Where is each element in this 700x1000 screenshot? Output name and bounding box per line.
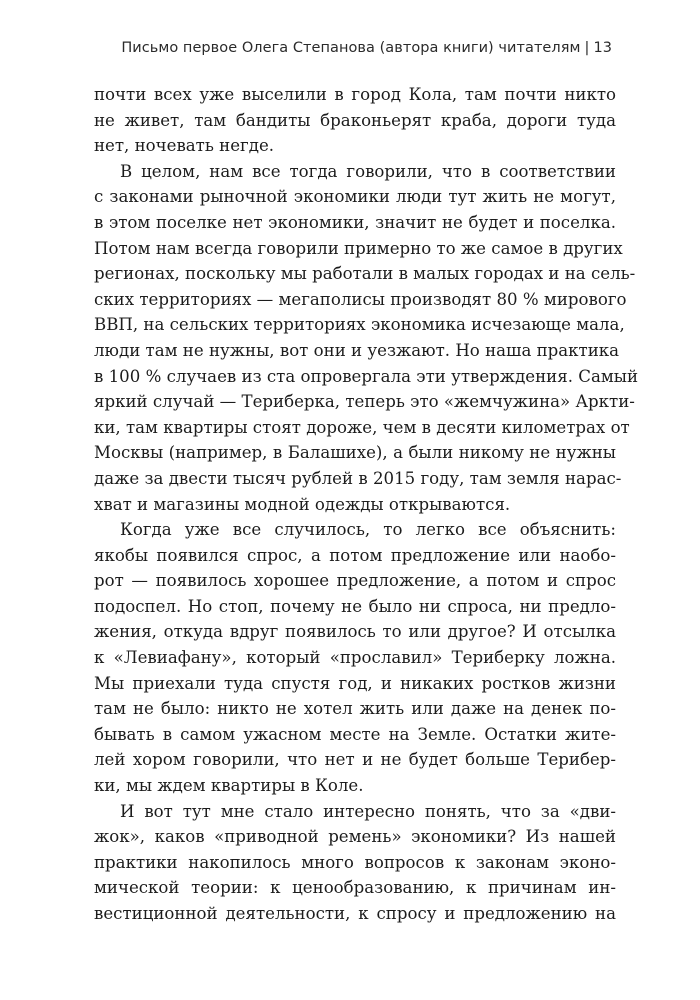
text-line: подоспел. Но стоп, почему не было ни спроса, ни предло-	[94, 596, 616, 616]
text-line: практики накопилось много вопросов к законам эконо-	[94, 852, 616, 872]
text-line: хват и магазины модной одежды открываются.	[94, 494, 511, 514]
page-number: 13	[593, 40, 612, 56]
text-line: даже за двести тысяч рублей в 2015 году, там земля нарас-	[94, 468, 622, 488]
text-line: И вот тут мне стало интересно понять, что за «дви-	[120, 801, 616, 821]
running-header-title: Письмо первое Олега Степанова (автора книги) читателям	[121, 40, 581, 56]
text-line: не живет, там бандиты браконьерят краба, дороги туда	[94, 110, 616, 130]
text-line: Когда уже все случилось, то легко все объяснить:	[120, 520, 616, 540]
text-line: яркий случай — Териберка, теперь это «жемчужина» Аркти-	[94, 392, 635, 412]
text-line: Мы приехали туда спустя год, и никаких ростков жизни	[94, 673, 616, 693]
body-text	[94, 82, 639, 927]
text-line: там не было: никто не хотел жить или даже на денек по-	[94, 699, 616, 719]
text-line: почти всех уже выселили в город Кола, там почти никто	[94, 85, 616, 104]
text-line: в этом поселке нет экономики, значит не будет и поселка.	[94, 212, 616, 232]
text-line: вестиционной деятельности, к спросу и предложению на	[94, 904, 616, 923]
text-line: бывать в самом ужасном месте на Земле. Остатки жите-	[94, 724, 616, 744]
text-line: Москвы (например, в Балашихе), а были никому не нужны	[94, 443, 616, 463]
text-line: ки, там квартиры стоят дороже, чем в десяти километрах от	[94, 417, 630, 437]
text-line: жения, откуда вдруг появилось то или другое? И отсылка	[94, 622, 616, 642]
text-line: люди там не нужны, вот они и уезжают. Но наша практика	[94, 340, 620, 360]
text-line: регионах, поскольку мы работали в малых городах и на сель-	[94, 264, 636, 284]
text-line: лей хором говорили, что нет и не будет больше Терибер-	[94, 750, 616, 770]
text-line: мической теории: к ценообразованию, к причинам ин-	[94, 878, 616, 898]
text-line: с законами рыночной экономики люди тут жить не могут,	[94, 187, 616, 207]
text-line: рот — появилось хорошее предложение, а потом и спрос	[94, 571, 616, 591]
text-line: В целом, нам все тогда говорили, что в соответствии	[120, 161, 616, 181]
running-header-separator: |	[584, 40, 590, 56]
running-header	[121, 40, 612, 56]
text-line: якобы появился спрос, а потом предложение или наобо-	[94, 545, 616, 565]
text-line: нет, ночевать негде.	[94, 136, 275, 156]
text-line: ских территориях — мегаполисы производят 80 % мирового	[94, 289, 627, 309]
text-line: ки, мы ждем квартиры в Коле.	[94, 776, 364, 796]
text-line: к «Левиафану», который «прославил» Териберку ложна.	[94, 648, 616, 668]
text-line: ВВП, на сельских территориях экономика исчезающе мала,	[94, 315, 625, 335]
text-line: Потом нам всегда говорили примерно то же самое в других	[94, 238, 623, 258]
text-line: в 100 % случаев из ста опровергала эти утверждения. Самый	[94, 366, 639, 386]
text-line: жок», каков «приводной ремень» экономики? Из нашей	[94, 827, 616, 847]
